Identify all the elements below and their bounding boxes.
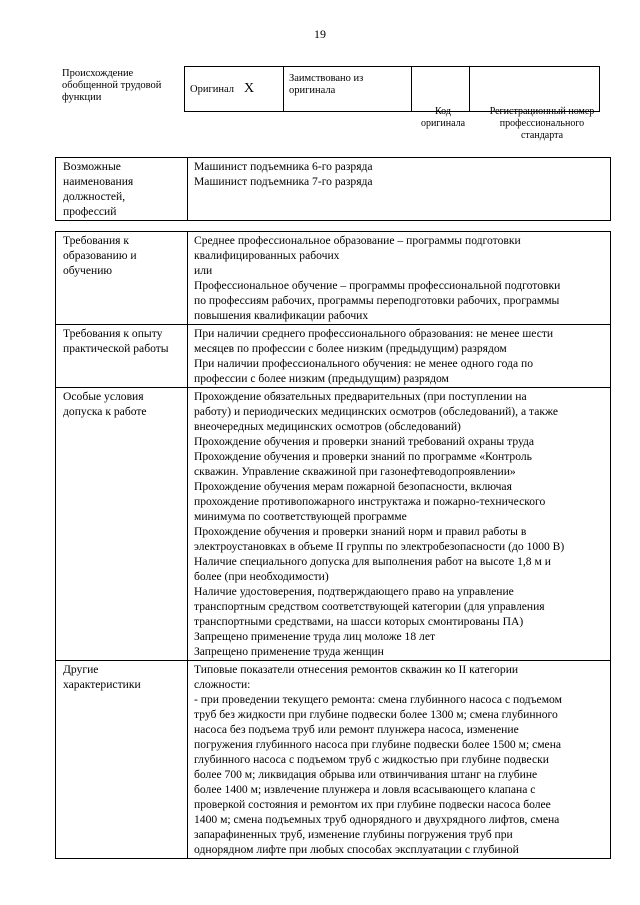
label-line: Другие: [63, 663, 99, 676]
education-requirements-label: [56, 232, 188, 325]
code-caption-line: оригинала: [420, 118, 466, 129]
admission-conditions-label: [56, 388, 188, 661]
content-line: Наличие удостоверения, подтверждающего право на управление: [194, 585, 514, 598]
table-row: [56, 388, 611, 661]
content-line: более (при необходимости): [194, 570, 329, 583]
content-line: по профессиям рабочих, программы переподготовки рабочих, программы: [194, 294, 560, 307]
content-line: проверкой состояния и ремонтом их при глубине подвески насоса более: [194, 798, 551, 811]
other-characteristics-label: [56, 661, 188, 859]
table-row: [56, 325, 611, 388]
content-line: труб без жидкости при глубине подвески более 1300 м; смена глубинного: [194, 708, 558, 721]
content-line: прохождение противопожарного инструктажа и пожарно-технического: [194, 495, 546, 508]
page-number: 19: [314, 27, 326, 41]
content-line: электроустановках в объеме II группы по электробезопасности (до 1000 В): [194, 540, 565, 553]
code-caption: [412, 106, 474, 130]
reg-caption-line: профессионального: [499, 118, 585, 129]
content-line: внеочередных медицинских осмотров (обследований): [194, 420, 461, 433]
content-line: Прохождение обучения и проверки знаний норм и правил работы в: [194, 525, 527, 538]
position-names-table: [55, 157, 611, 221]
origin-label-line: функции: [62, 92, 102, 103]
origin-label-line: обобщенной трудовой: [62, 80, 162, 91]
borrowed-label-line: оригинала: [289, 85, 336, 96]
content-line: профессии с более низким (предыдущим) разрядом: [194, 372, 449, 385]
content-line: насоса без подъема труб или ремонт плунжера насоса, изменение: [194, 723, 519, 736]
position-names-label: [56, 158, 188, 221]
registration-number-cell: [470, 67, 600, 112]
content-line: Прохождение обучения и проверки знаний требований охраны труда: [194, 435, 535, 448]
content-line: Запрещено применение труда женщин: [194, 645, 384, 658]
content-line: Наличие специального допуска для выполнения работ на высоте 1,8 м и: [194, 555, 551, 568]
label-line: наименования: [63, 175, 134, 188]
code-caption-line: Код: [435, 106, 451, 117]
content-line: При наличии среднего профессионального образования: не менее шести: [194, 327, 554, 340]
content-line: погружения глубинного насоса при глубине подвески более 1500 м; смена: [194, 738, 562, 751]
label-line: образованию и: [63, 249, 137, 262]
content-line: запарафиненных труб, изменение глубины погружения труб при: [194, 828, 513, 841]
content-line: более 700 м; ликвидация обрыва или отвинчивания штанг на глубине: [194, 768, 538, 781]
origin-label: [62, 68, 172, 104]
education-requirements-content: [188, 232, 611, 325]
reg-caption-line: Регистрационный номер: [489, 106, 595, 117]
content-line: транспортными средствами, на шасси которых смонтированы ПА): [194, 615, 524, 628]
content-line: скважин. Управление скважиной при газонефтеводопроявлении»: [194, 465, 516, 478]
content-line: Прохождение обучения мерам пожарной безопасности, включая: [194, 480, 512, 493]
content-line: квалифицированных рабочих: [194, 249, 340, 262]
borrowed-cell: [284, 67, 412, 112]
label-line: должностей,: [63, 190, 126, 203]
label-line: практической работы: [63, 342, 169, 355]
content-line: Прохождение обучения и проверки знаний по программе «Контроль: [194, 450, 532, 463]
content-line: работу) и периодических медицинских осмотров (обследований), а также: [194, 405, 558, 418]
content-line: Прохождение обязательных предварительных (при поступлении на: [194, 390, 527, 403]
content-line: Типовые показатели отнесения ремонтов скважин ко II категории: [194, 663, 519, 676]
code-cell: [412, 67, 470, 112]
content-line: сложности:: [194, 678, 251, 691]
content-line: однорядном лифте при любых способах эксплуатации с глубиной: [194, 843, 519, 856]
content-line: Среднее профессиональное образование – программы подготовки: [194, 234, 521, 247]
content-line: минимума по соответствующей программе: [194, 510, 407, 523]
experience-requirements-content: [188, 325, 611, 388]
position-names-content: [188, 158, 611, 221]
content-line: - при проведении текущего ремонта: смена глубинного насоса с подъемом: [194, 693, 562, 706]
content-line: транспортным средством соответствующей категории (для управления: [194, 600, 545, 613]
content-line: Машинист подъемника 6-го разряда: [194, 160, 373, 173]
label-line: Возможные: [63, 160, 121, 173]
label-line: характеристики: [63, 678, 141, 691]
admission-conditions-content: [188, 388, 611, 661]
content-line: повышения квалификации рабочих: [194, 309, 369, 322]
content-line: 1400 м; смена подъемных труб однорядного и двухрядного лифтов, смена: [194, 813, 560, 826]
original-label: Оригинал: [190, 84, 234, 95]
label-line: Требования к опыту: [63, 327, 163, 340]
table-row: [56, 232, 611, 325]
label-line: Требования к: [63, 234, 130, 247]
borrowed-label-line: Заимствовано из: [289, 73, 364, 84]
requirements-table: [55, 231, 611, 859]
other-characteristics-content: [188, 661, 611, 859]
label-line: профессий: [63, 205, 117, 218]
experience-requirements-label: [56, 325, 188, 388]
reg-caption-line: стандарта: [520, 130, 564, 141]
table-row: [56, 158, 611, 221]
content-line: глубинного насоса с подъемом труб с жидкостью при глубине подвески: [194, 753, 549, 766]
original-cell: [185, 67, 284, 112]
content-line: При наличии профессионального обучения: не менее одного года по: [194, 357, 533, 370]
content-line: Запрещено применение труда лиц моложе 18 лет: [194, 630, 436, 643]
content-line: или: [194, 264, 213, 277]
label-line: обучению: [63, 264, 113, 277]
registration-number-caption: [478, 106, 606, 142]
content-line: месяцев по профессии с более низким (предыдущим) разрядом: [194, 342, 507, 355]
content-line: более 1400 м; извлечение плунжера и ловля всасывающего клапана с: [194, 783, 536, 796]
origin-label-line: Происхождение: [62, 68, 134, 79]
original-mark: X: [244, 81, 255, 96]
content-line: Профессиональное обучение – программы профессиональной подготовки: [194, 279, 561, 292]
label-line: Особые условия: [63, 390, 144, 403]
table-row: [56, 661, 611, 859]
label-line: допуска к работе: [63, 405, 147, 418]
content-line: Машинист подъемника 7-го разряда: [194, 175, 373, 188]
